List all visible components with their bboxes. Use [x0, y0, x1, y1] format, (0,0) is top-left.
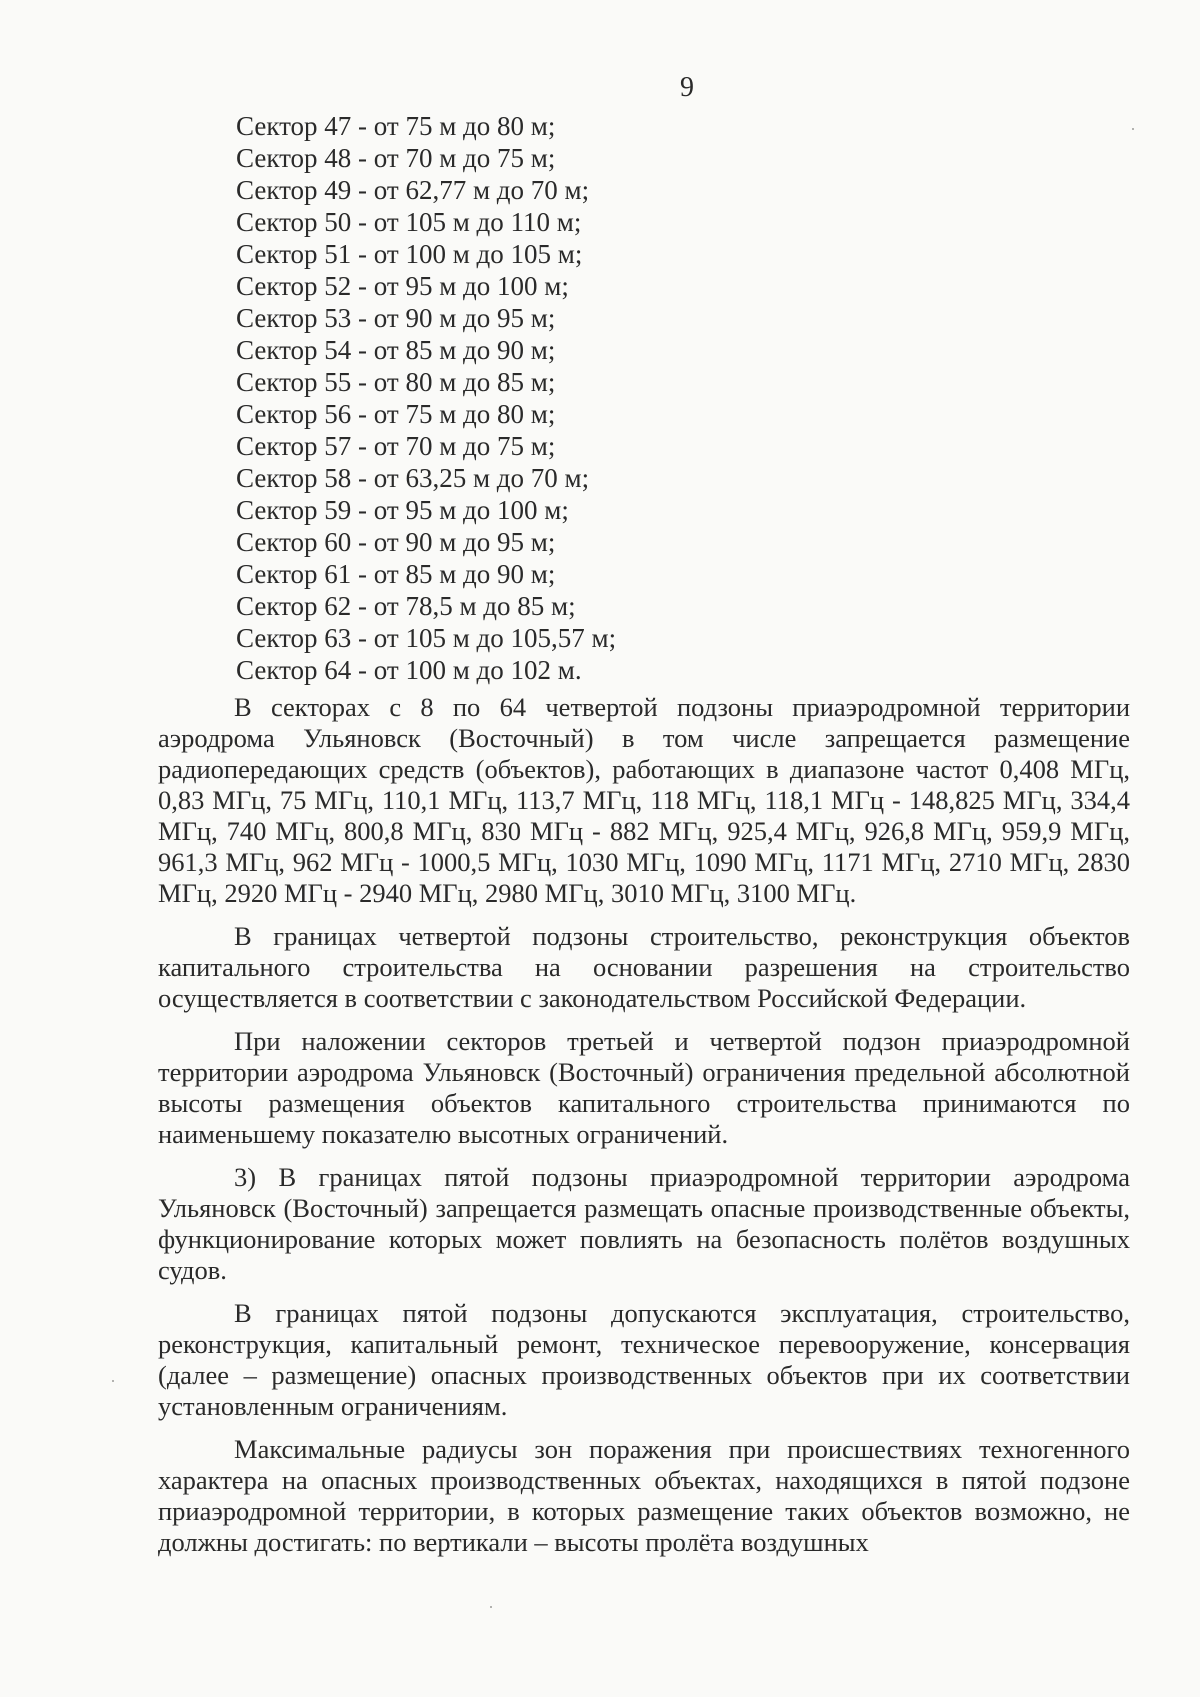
page-number: 9 — [680, 72, 694, 103]
sector-list — [236, 110, 616, 686]
scan-speck — [1132, 128, 1134, 130]
sector-item: Сектор 55 - от 80 м до 85 м; — [236, 367, 556, 397]
sector-item: Сектор 54 - от 85 м до 90 м; — [236, 335, 556, 365]
sector-item: Сектор 52 - от 95 м до 100 м; — [236, 271, 569, 301]
sector-item: Сектор 57 - от 70 м до 75 м; — [236, 431, 556, 461]
sector-item: Сектор 59 - от 95 м до 100 м; — [236, 495, 569, 525]
sector-item: Сектор 64 - от 100 м до 102 м. — [236, 655, 582, 685]
sector-item: Сектор 49 - от 62,77 м до 70 м; — [236, 175, 590, 205]
sector-item: Сектор 60 - от 90 м до 95 м; — [236, 527, 556, 557]
scan-speck — [490, 1606, 492, 1608]
sector-item: Сектор 51 - от 100 м до 105 м; — [236, 239, 583, 269]
sector-item: Сектор 63 - от 105 м до 105,57 м; — [236, 623, 617, 653]
sector-item: Сектор 47 - от 75 м до 80 м; — [236, 111, 556, 141]
body-text — [158, 692, 1130, 1570]
sector-item: Сектор 56 - от 75 м до 80 м; — [236, 399, 556, 429]
paragraph-sector-overlap: При наложении секторов третьей и четвертой подзон приаэродромной территории аэродрома Ульяновск (Восточный) ограничения предельной абсолютной высоты размещения объектов капитального строительства принимаются по наименьшему показателю высотных ограничений. — [158, 1026, 1130, 1149]
sector-item: Сектор 61 - от 85 м до 90 м; — [236, 559, 556, 589]
sector-item: Сектор 48 - от 70 м до 75 м; — [236, 143, 556, 173]
paragraph-construction-permits: В границах четвертой подзоны строительство, реконструкция объектов капитального строительства на основании разрешения на строительство осуществляется в соответствии с законодательством Российской Федерации. — [158, 921, 1130, 1013]
paragraph-fifth-subzone-allowed: В границах пятой подзоны допускаются эксплуатация, строительство, реконструкция, капитальный ремонт, техническое перевооружение, консервация (далее – размещение) опасных производственных объектов при их соответствии установленным ограничениям. — [158, 1298, 1130, 1421]
sector-item: Сектор 58 - от 63,25 м до 70 м; — [236, 463, 590, 493]
paragraph-fifth-subzone-prohibition: 3) В границах пятой подзоны приаэродромной территории аэродрома Ульяновск (Восточный) запрещается размещать опасные производственные объекты, функционирование которых может повлиять на безопасность полётов воздушных судов. — [158, 1162, 1130, 1285]
paragraph-damage-radius: Максимальные радиусы зон поражения при происшествиях техногенного характера на опасных производственных объектах, находящихся в пятой подзоне приаэродромной территории, в которых размещение таких объектов возможно, не должны достигать: по вертикали – высоты пролёта воздушных — [158, 1434, 1130, 1557]
scan-speck — [112, 1380, 114, 1382]
sector-item: Сектор 53 - от 90 м до 95 м; — [236, 303, 556, 333]
sector-item: Сектор 62 - от 78,5 м до 85 м; — [236, 591, 576, 621]
sector-item: Сектор 50 - от 105 м до 110 м; — [236, 207, 582, 237]
paragraph-radio-restrictions: В секторах с 8 по 64 четвертой подзоны приаэродромной территории аэродрома Ульяновск (Восточный) в том числе запрещается размещение радиопередающих средств (объектов), работающих в диапазоне частот 0,408 МГц, 0,83 МГц, 75 МГц, 110,1 МГц, 113,7 МГц, 118 МГц, 118,1 МГц - 148,825 МГц, 334,4 МГц, 740 МГц, 800,8 МГц, 830 МГц - 882 МГц, 925,4 МГц, 926,8 МГц, 959,9 МГц, 961,3 МГц, 962 МГц - 1000,5 МГц, 1030 МГц, 1090 МГц, 1171 МГц, 2710 МГц, 2830 МГц, 2920 МГц - 2940 МГц, 2980 МГц, 3010 МГц, 3100 МГц. — [158, 692, 1130, 908]
